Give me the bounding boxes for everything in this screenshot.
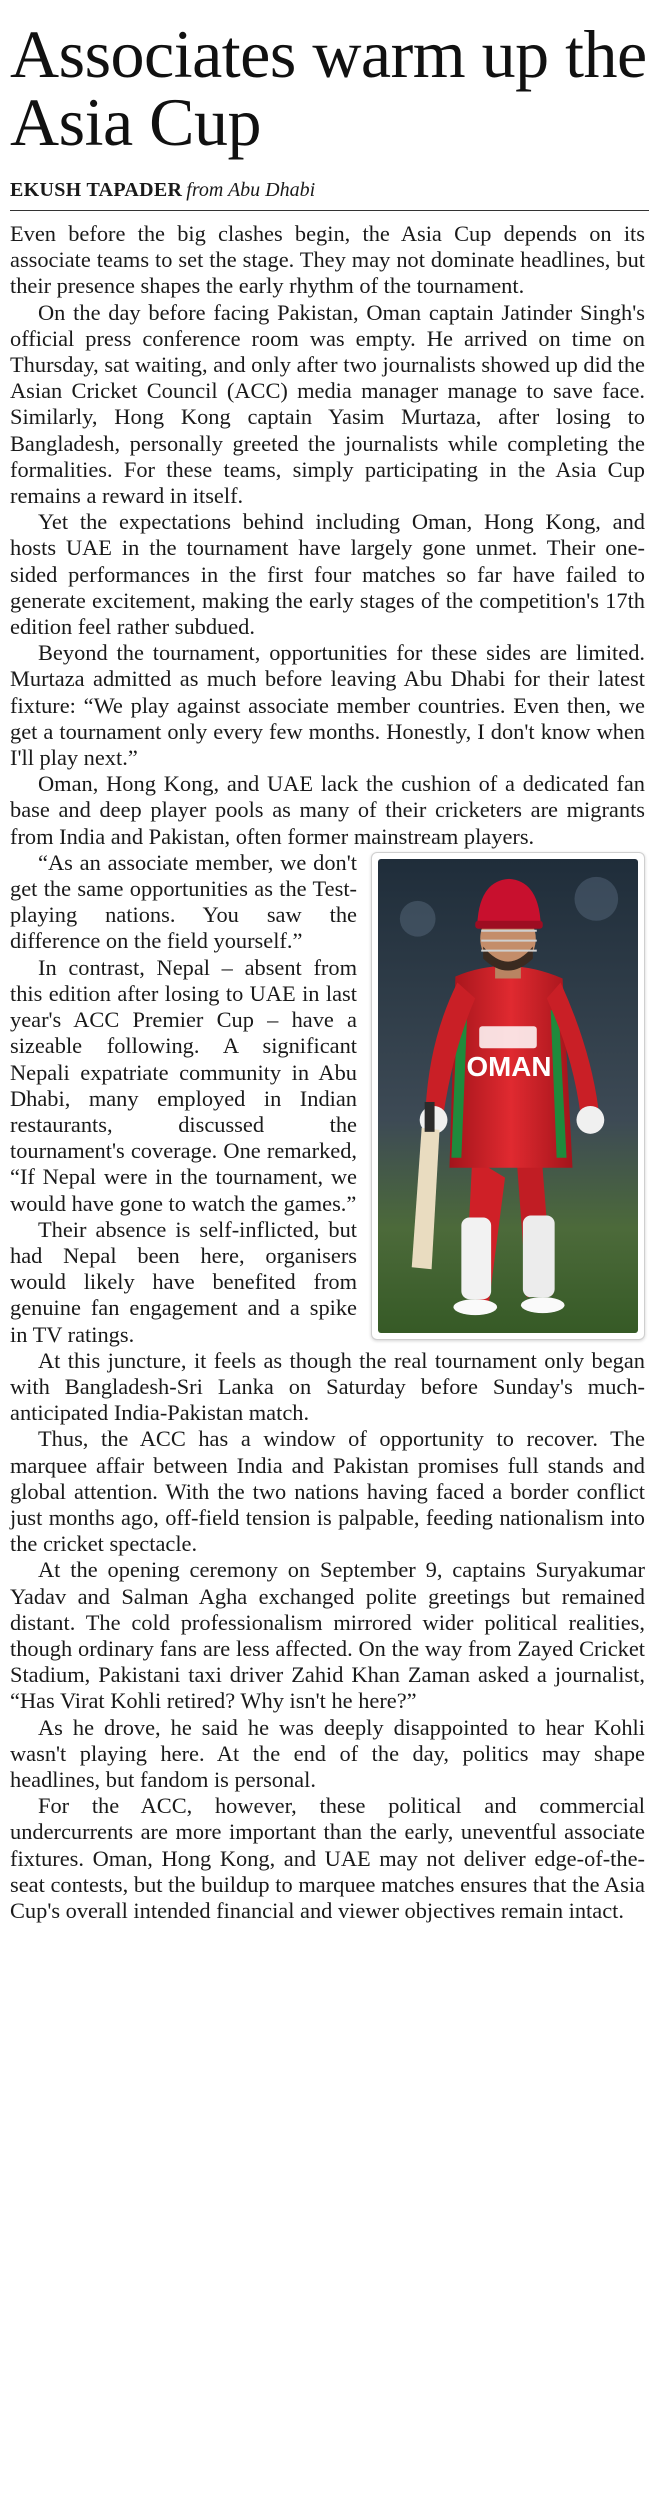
paragraph: For the ACC, however, these political and commercial undercurrents are more important than the early, uneventful associate fixtures. Oman, Hong Kong, and UAE may not deliver edge-of-the-seat contests, but the buildup to marquee matches ensures that the Asia Cup's overall intended financial and viewer objectives remain intact. [10, 1793, 645, 1923]
paragraph: Oman, Hong Kong, and UAE lack the cushion of a dedicated fan base and deep player pools as many of their cricketers are migrants from India and Pakistan, often former mainstream players. [10, 771, 645, 849]
paragraph: At this juncture, it feels as though the real tournament only began with Bangladesh-Sri Lanka on Saturday before Sunday's much-anticipated India-Pakistan match. [10, 1347, 645, 1426]
dateline: from Abu Dhabi [186, 179, 316, 201]
paragraph: Thus, the ACC has a window of opportunity to recover. The marquee affair between India and Pakistan promises full stands and global attention. With the two nations having faced a border conflict just months ago, off-field tension is palpable, feeding nationalism into the cricket spectacle. [10, 1426, 645, 1557]
player-photo [371, 852, 645, 1340]
paragraph: “As an associate member, we don't get the same opportunities as the Test-playing nations. You saw the difference on the field yourself.” [10, 849, 357, 954]
cricketer-image [378, 859, 638, 1333]
byline-divider [10, 210, 649, 211]
paragraph: On the day before facing Pakistan, Oman captain Jatinder Singh's official press conference room was empty. He arrived on time on Thursday, sat waiting, and only after two journalists showed up did the Asian Cricket Council (ACC) media manager manage to save face. Similarly, Hong Kong captain Yasim Murtaza, after losing to Bangladesh, personally greeted the journalists while completing the formalities. For these teams, simply participating in the Asia Cup remains a reward in itself. [10, 299, 645, 509]
author-name: EKUSH TAPADER [10, 179, 183, 201]
headline: Associates warm up the Asia Cup [10, 16, 647, 160]
paragraph: As he drove, he said he was deeply disappointed to hear Kohli wasn't playing here. At the end of the day, politics may shape headlines, but fandom is personal. [10, 1714, 645, 1792]
article-body [10, 221, 645, 1924]
paragraph: Their absence is self-inflicted, but had Nepal been here, organisers would likely have benefited from genuine fan engagement and a spike in TV ratings. [10, 1216, 357, 1347]
paragraph: Even before the big clashes begin, the Asia Cup depends on its associate teams to set the stage. They may not dominate headlines, but their presence shapes the early rhythm of the tournament. [10, 221, 645, 299]
jersey-text: OMAN [466, 1050, 552, 1082]
paragraph: In contrast, Nepal – absent from this edition after losing to UAE in last year's ACC Premier Cup – have a sizeable following. A significant Nepali expatriate community in Abu Dhabi, many employed in Indian restaurants, discussed the tournament's coverage. One remarked, “If Nepal were in the tournament, we would have gone to watch the games.” [10, 954, 357, 1216]
paragraph: Beyond the tournament, opportunities for these sides are limited. Murtaza admitted as much before leaving Abu Dhabi for their latest fixture: “We play against associate member countries. Even then, we get a tournament only every few months. Honestly, I don't know when I'll play next.” [10, 640, 645, 771]
byline [10, 178, 659, 202]
paragraph: At the opening ceremony on September 9, captains Suryakumar Yadav and Salman Agha exchanged polite greetings but remained distant. The cold professionalism mirrored wider political realities, though ordinary fans are less affected. On the way from Zayed Cricket Stadium, Pakistani taxi driver Zahid Khan Zaman asked a journalist, “Has Virat Kohli retired? Why isn't he here?” [10, 1557, 645, 1714]
paragraph: Yet the expectations behind including Oman, Hong Kong, and hosts UAE in the tournament have largely gone unmet. Their one-sided performances in the first four matches so far have failed to generate excitement, making the early stages of the competition's 17th edition feel rather subdued. [10, 509, 645, 640]
